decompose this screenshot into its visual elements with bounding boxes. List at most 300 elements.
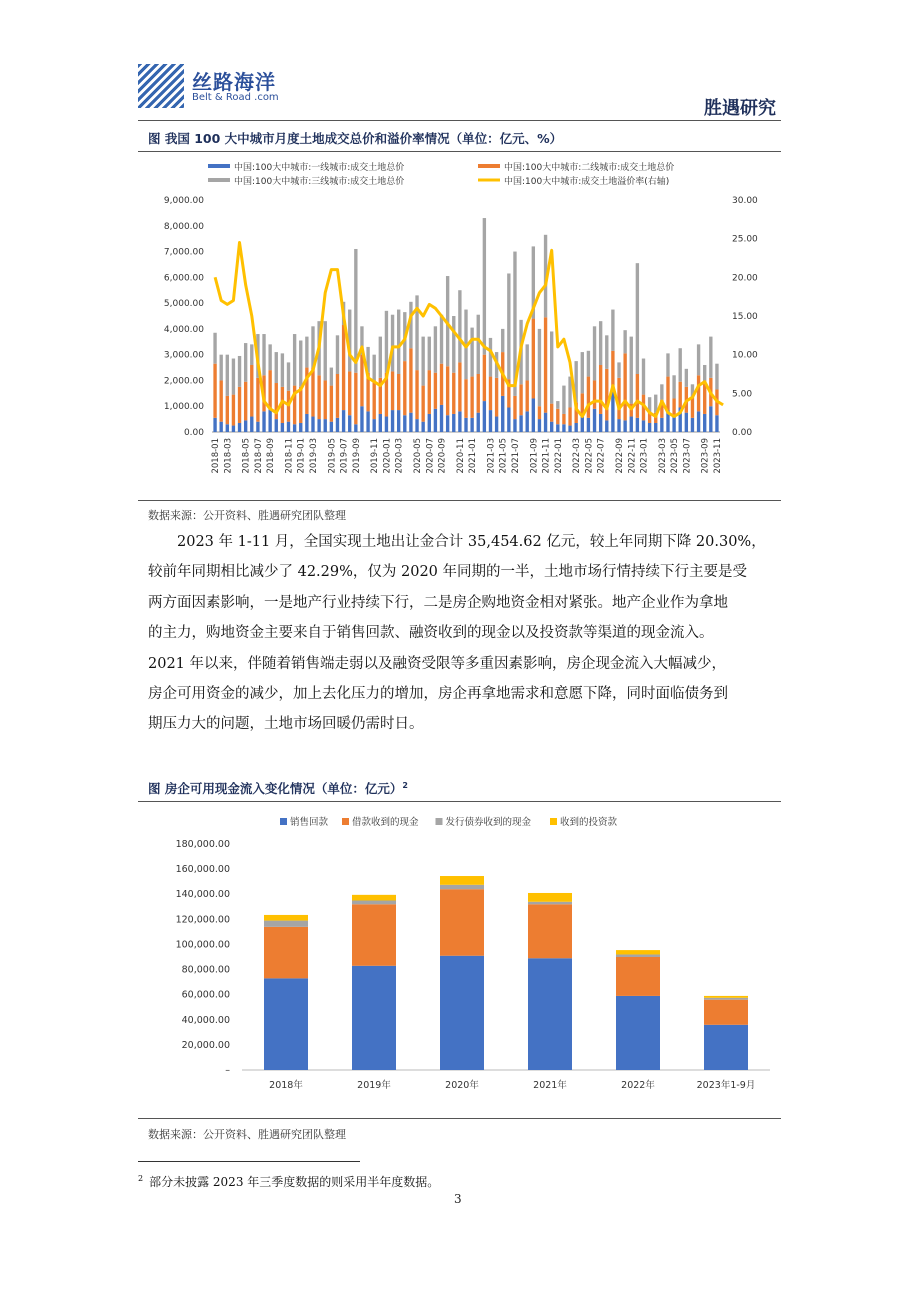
- x-tick-label: 2018-11: [284, 438, 295, 474]
- bar-segment: [617, 419, 620, 432]
- footnote: [138, 1173, 439, 1190]
- bar-segment: [532, 319, 535, 399]
- bar-segment: [489, 377, 492, 411]
- bar-segment: [672, 375, 675, 398]
- bar-segment: [464, 379, 467, 418]
- x-tick-label: 2018年: [269, 1080, 303, 1091]
- y2-tick-label: 10.00: [732, 350, 758, 361]
- bar-segment: [452, 373, 455, 414]
- bar-segment: [440, 315, 443, 364]
- x-tick-label: 2020年: [445, 1080, 479, 1091]
- land-price-chart: [140, 156, 780, 498]
- bar-segment: [672, 398, 675, 416]
- bar-segment: [250, 417, 253, 432]
- bar-segment: [330, 368, 333, 386]
- bar-segment: [421, 337, 424, 386]
- bar-segment: [264, 921, 308, 927]
- bar-segment: [697, 344, 700, 375]
- bar-segment: [623, 330, 626, 353]
- bar-segment: [587, 377, 590, 418]
- bar-segment: [581, 352, 584, 393]
- footnote-text: 部分未披露 2023 年三季度数据的则采用半年度数据。: [149, 1175, 440, 1189]
- bar-segment: [293, 424, 296, 432]
- bar-segment: [287, 362, 290, 390]
- bar-segment: [262, 411, 265, 432]
- bar-segment: [532, 398, 535, 432]
- bar-segment: [526, 344, 529, 380]
- bar-segment: [501, 396, 504, 432]
- body-paragraph: [148, 527, 784, 740]
- bar-segment: [562, 424, 565, 432]
- chart2-top-rule: [138, 801, 781, 802]
- chart1-bottom-rule: [138, 500, 781, 501]
- bar-segment: [348, 415, 351, 432]
- bar-segment: [317, 375, 320, 419]
- bar-segment: [556, 424, 559, 432]
- bar-segment: [538, 419, 541, 432]
- brand-title: 胜遇研究: [704, 98, 776, 119]
- bar-segment: [434, 326, 437, 372]
- x-tick-label: 2022-11: [627, 438, 638, 474]
- y-tick-label: 80,000.00: [181, 964, 230, 976]
- bar-segment: [391, 315, 394, 372]
- x-tick-label: 2019-01: [296, 438, 307, 474]
- x-tick-label: 2023-09: [700, 438, 711, 474]
- bar-segment: [373, 355, 376, 381]
- y-tick-label: 40,000.00: [181, 1014, 230, 1026]
- bar-segment: [299, 340, 302, 386]
- cash-inflow-chart: [140, 806, 780, 1116]
- chart2-caption: [148, 779, 408, 797]
- legend-swatch: [208, 164, 230, 168]
- bar-segment: [324, 321, 327, 380]
- paragraph-line: 两方面因素影响，一是地产行业持续下行，二是房企购地资金相对紧张。地产企业作为拿地: [148, 594, 728, 611]
- bar-segment: [458, 411, 461, 432]
- bar-segment: [593, 326, 596, 380]
- bar-segment: [568, 408, 571, 426]
- logo-mark-icon: [138, 64, 184, 108]
- y-tick-label: 8,000.00: [163, 221, 204, 232]
- bar-segment: [470, 418, 473, 432]
- bar-segment: [691, 397, 694, 418]
- bar-segment: [697, 375, 700, 411]
- x-tick-label: 2023-07: [682, 438, 693, 474]
- bar-segment: [526, 411, 529, 432]
- bar-segment: [599, 365, 602, 414]
- x-tick-label: 2023-03: [657, 438, 668, 474]
- premium-rate-line: [215, 243, 723, 417]
- x-tick-label: 2021-09: [529, 438, 540, 474]
- bar-segment: [616, 950, 660, 954]
- bar-segment: [250, 344, 253, 365]
- chart2-caption-text: 图 房企可用现金流入变化情况（单位：亿元）: [148, 781, 403, 796]
- bar-segment: [354, 249, 357, 373]
- bar-segment: [581, 417, 584, 432]
- y-tick-label: 1,000.00: [163, 402, 204, 413]
- bar-segment: [495, 378, 498, 417]
- bar-segment: [440, 876, 484, 885]
- y-tick-label: 160,000.00: [175, 864, 230, 876]
- bar-segment: [440, 364, 443, 405]
- bar-segment: [232, 359, 235, 395]
- bar-segment: [616, 996, 660, 1070]
- bar-segment: [415, 370, 418, 419]
- bar-segment: [611, 310, 614, 351]
- bar-segment: [489, 410, 492, 432]
- paragraph-line: 的主力，购地资金主要来自于销售回款、融资收到的现金以及投资款等渠道的现金流入。: [148, 625, 714, 642]
- bar-segment: [428, 414, 431, 432]
- chart2-caption-footnote-ref: 2: [402, 780, 408, 790]
- bar-segment: [352, 895, 396, 901]
- bar-segment: [264, 927, 308, 978]
- bar-segment: [299, 423, 302, 432]
- y-tick-label: 20,000.00: [181, 1039, 230, 1051]
- bar-segment: [507, 273, 510, 379]
- y-tick-label: –: [225, 1065, 230, 1076]
- bar-segment: [352, 966, 396, 1070]
- footnote-rule: [138, 1161, 360, 1162]
- bar-segment: [220, 380, 223, 421]
- bar-segment: [507, 408, 510, 432]
- bar-segment: [599, 414, 602, 432]
- bar-segment: [373, 380, 376, 419]
- bar-segment: [483, 218, 486, 355]
- x-tick-label: 2021-11: [541, 438, 552, 474]
- bar-segment: [226, 355, 229, 396]
- bar-segment: [330, 422, 333, 432]
- bar-segment: [666, 353, 669, 376]
- y-tick-label: 120,000.00: [175, 914, 230, 926]
- legend-swatch: [280, 818, 287, 825]
- bar-segment: [587, 351, 590, 377]
- y-tick-label: 4,000.00: [163, 324, 204, 335]
- bar-segment: [709, 337, 712, 378]
- legend-label: 中国:100大中城市:三线城市:成交土地总价: [234, 177, 405, 187]
- bar-segment: [697, 411, 700, 432]
- bar-segment: [268, 409, 271, 432]
- legend-label: 中国:100大中城市:二线城市:成交土地总价: [504, 163, 675, 173]
- bar-segment: [220, 422, 223, 432]
- bar-segment: [409, 348, 412, 412]
- header-rule: [138, 120, 781, 121]
- bar-segment: [232, 426, 235, 432]
- x-tick-label: 2018-05: [241, 438, 252, 474]
- bar-segment: [636, 263, 639, 374]
- chart1-caption: 图 我国 100 大中城市月度土地成交总价和溢价率情况（单位：亿元、%）: [148, 131, 563, 146]
- bar-segment: [616, 954, 660, 957]
- bar-segment: [446, 366, 449, 415]
- bar-segment: [379, 337, 382, 378]
- y-tick-label: 60,000.00: [181, 989, 230, 1001]
- bar-segment: [226, 424, 229, 432]
- legend-label: 中国:100大中城市:成交土地溢价率(右轴): [504, 177, 670, 187]
- bar-segment: [403, 361, 406, 415]
- y-tick-label: 9,000.00: [163, 196, 204, 206]
- bar-segment: [238, 423, 241, 432]
- y-tick-label: 3,000.00: [163, 350, 204, 361]
- bar-segment: [660, 384, 663, 399]
- bar-segment: [336, 374, 339, 418]
- bar-segment: [324, 380, 327, 419]
- bar-segment: [562, 386, 565, 414]
- bar-segment: [391, 371, 394, 410]
- x-tick-label: 2019-07: [339, 438, 350, 474]
- brand-logo: [138, 64, 298, 108]
- bar-segment: [636, 374, 639, 418]
- x-tick-label: 2020-09: [437, 438, 448, 474]
- bar-segment: [352, 901, 396, 905]
- bar-segment: [452, 316, 455, 373]
- bar-segment: [477, 374, 480, 413]
- x-tick-label: 2022-03: [572, 438, 583, 474]
- bar-segment: [275, 419, 278, 432]
- bar-segment: [238, 387, 241, 423]
- bar-segment: [550, 422, 553, 432]
- bar-segment: [397, 374, 400, 410]
- bar-segment: [421, 386, 424, 422]
- bar-segment: [311, 368, 314, 417]
- bar-segment: [305, 414, 308, 432]
- bar-segment: [244, 420, 247, 432]
- bar-segment: [415, 419, 418, 432]
- bar-segment: [458, 362, 461, 411]
- legend-swatch: [208, 178, 230, 182]
- y-tick-label: 140,000.00: [175, 889, 230, 901]
- y-tick-label: 100,000.00: [175, 939, 230, 951]
- bar-segment: [568, 426, 571, 432]
- paragraph-line: 房企可用资金的减少，加上去化压力的增加，房企再拿地需求和意愿下降，同时面临债务到: [148, 686, 728, 703]
- bar-segment: [679, 348, 682, 382]
- x-tick-label: 2022-01: [553, 438, 564, 474]
- bar-segment: [409, 413, 412, 432]
- legend-label: 收到的投资款: [560, 817, 618, 828]
- y2-tick-label: 0.00: [732, 428, 753, 438]
- x-tick-label: 2019-03: [308, 438, 319, 474]
- bar-segment: [275, 352, 278, 383]
- bar-segment: [305, 337, 308, 368]
- bar-segment: [477, 413, 480, 432]
- x-tick-label: 2020-01: [382, 438, 393, 474]
- footnote-number: 2: [138, 1174, 144, 1183]
- x-tick-label: 2019-05: [327, 438, 338, 474]
- bar-segment: [483, 401, 486, 432]
- bar-segment: [354, 424, 357, 432]
- bar-segment: [605, 420, 608, 432]
- bar-segment: [330, 386, 333, 422]
- bar-segment: [440, 956, 484, 1070]
- bar-segment: [715, 364, 718, 390]
- bar-segment: [538, 406, 541, 419]
- bar-segment: [391, 410, 394, 432]
- bar-segment: [528, 902, 572, 905]
- chart2-bottom-rule: [138, 1118, 781, 1119]
- bar-segment: [654, 423, 657, 432]
- legend-label: 借款收到的现金: [352, 817, 419, 828]
- paragraph-line: 较前年同期相比减少了 42.29%，仅为 2020 年同期的一半，土地市场行情持续下行主要是受: [148, 564, 748, 581]
- bar-segment: [268, 370, 271, 409]
- bar-segment: [538, 329, 541, 406]
- bar-segment: [679, 382, 682, 408]
- bar-segment: [519, 384, 522, 415]
- bar-segment: [593, 380, 596, 408]
- bar-segment: [605, 369, 608, 421]
- legend-swatch: [478, 164, 500, 168]
- bar-segment: [213, 364, 216, 418]
- bar-segment: [348, 371, 351, 415]
- bar-segment: [672, 417, 675, 432]
- x-tick-label: 2020-07: [425, 438, 436, 474]
- legend-label: 发行债券收到的现金: [445, 817, 532, 828]
- bar-segment: [703, 383, 706, 414]
- bar-segment: [354, 373, 357, 425]
- bar-segment: [421, 422, 424, 432]
- bar-segment: [244, 382, 247, 421]
- bar-segment: [379, 414, 382, 432]
- x-tick-label: 2022年: [621, 1080, 655, 1091]
- bar-segment: [489, 338, 492, 377]
- bar-segment: [483, 355, 486, 401]
- bar-segment: [336, 418, 339, 432]
- x-tick-label: 2023年1-9月: [696, 1080, 756, 1091]
- bar-segment: [342, 325, 345, 410]
- x-tick-label: 2021-03: [486, 438, 497, 474]
- bar-segment: [544, 413, 547, 432]
- paragraph-line: 2023 年 1-11 月，全国实现土地出让金合计 35,454.62 亿元，较上年同期下降 20.30%，: [177, 534, 766, 550]
- bar-segment: [574, 423, 577, 432]
- legend-swatch: [550, 818, 557, 825]
- x-tick-label: 2018-07: [253, 438, 264, 474]
- bar-segment: [685, 413, 688, 432]
- bar-segment: [415, 295, 418, 370]
- bar-segment: [685, 369, 688, 387]
- bar-segment: [336, 335, 339, 374]
- paragraph-line: 期压力大的问题，土地市场回暖仍需时日。: [148, 716, 424, 733]
- y-tick-label: 0.00: [183, 428, 204, 438]
- x-tick-label: 2020-03: [394, 438, 405, 474]
- bar-segment: [397, 410, 400, 432]
- bar-segment: [470, 328, 473, 377]
- y-tick-label: 7,000.00: [163, 247, 204, 258]
- chart1-top-rule: [138, 151, 781, 152]
- legend-swatch: [436, 818, 443, 825]
- legend-swatch: [342, 818, 349, 825]
- bar-segment: [562, 414, 565, 424]
- bar-segment: [244, 343, 247, 382]
- x-tick-label: 2020-11: [455, 438, 466, 474]
- bar-segment: [293, 334, 296, 386]
- bar-segment: [611, 351, 614, 390]
- paragraph-line: 2021 年以来，伴随着销售端走弱以及融资受限等多重因素影响，房企现金流入大幅减少，: [148, 655, 727, 672]
- bar-segment: [470, 377, 473, 418]
- bar-segment: [352, 904, 396, 966]
- x-tick-label: 2022-09: [615, 438, 626, 474]
- bar-segment: [238, 356, 241, 387]
- bar-segment: [648, 423, 651, 432]
- bar-segment: [264, 978, 308, 1070]
- x-tick-label: 2018-09: [266, 438, 277, 474]
- y2-tick-label: 30.00: [732, 196, 758, 206]
- bar-segment: [599, 321, 602, 365]
- x-tick-label: 2023-01: [639, 438, 650, 474]
- bar-segment: [256, 378, 259, 422]
- bar-segment: [397, 310, 400, 374]
- bar-segment: [630, 337, 633, 404]
- bar-segment: [446, 415, 449, 432]
- bar-segment: [360, 406, 363, 432]
- bar-segment: [434, 373, 437, 409]
- bar-segment: [311, 417, 314, 432]
- y2-tick-label: 25.00: [732, 234, 758, 245]
- bar-segment: [642, 420, 645, 432]
- x-tick-label: 2022-07: [596, 438, 607, 474]
- bar-segment: [556, 401, 559, 409]
- bar-segment: [704, 1000, 748, 1025]
- bar-segment: [366, 411, 369, 432]
- y-tick-label: 6,000.00: [163, 273, 204, 284]
- bar-segment: [428, 370, 431, 414]
- chart1-source: 数据来源：公开资料、胜遇研究团队整理: [148, 509, 346, 522]
- bar-segment: [556, 409, 559, 424]
- page-number: 3: [454, 1192, 462, 1206]
- bar-segment: [513, 419, 516, 432]
- bar-segment: [385, 417, 388, 432]
- bar-segment: [317, 419, 320, 432]
- bar-segment: [616, 957, 660, 996]
- bar-segment: [342, 410, 345, 432]
- y-tick-label: 5,000.00: [163, 299, 204, 310]
- chart2-source: 数据来源：公开资料、胜遇研究团队整理: [148, 1128, 346, 1141]
- x-tick-label: 2023-05: [670, 438, 681, 474]
- bar-segment: [287, 422, 290, 432]
- bar-segment: [691, 418, 694, 432]
- bar-segment: [528, 893, 572, 902]
- logo-text-en: Belt & Road .com: [192, 92, 279, 103]
- bar-segment: [262, 334, 265, 375]
- bar-segment: [623, 353, 626, 420]
- bar-segment: [623, 420, 626, 432]
- bar-segment: [704, 1025, 748, 1070]
- bar-segment: [213, 333, 216, 364]
- bar-segment: [373, 419, 376, 432]
- bar-segment: [458, 290, 461, 362]
- bar-segment: [220, 355, 223, 381]
- bar-segment: [434, 409, 437, 432]
- x-tick-label: 2019-11: [370, 438, 381, 474]
- bar-segment: [501, 329, 504, 352]
- bar-segment: [593, 409, 596, 432]
- y2-tick-label: 15.00: [732, 312, 758, 322]
- bar-segment: [250, 365, 253, 417]
- bar-segment: [268, 344, 271, 370]
- bar-segment: [704, 996, 748, 998]
- legend-label: 销售回款: [290, 817, 329, 828]
- x-tick-label: 2019-09: [351, 438, 362, 474]
- bar-segment: [428, 337, 431, 371]
- bar-segment: [477, 315, 480, 374]
- x-tick-label: 2021-05: [498, 438, 509, 474]
- bar-segment: [226, 396, 229, 424]
- bar-segment: [519, 415, 522, 432]
- bar-segment: [464, 418, 467, 432]
- bar-segment: [660, 418, 663, 432]
- bar-segment: [544, 317, 547, 412]
- x-tick-label: 2023-11: [712, 438, 723, 474]
- bar-segment: [703, 414, 706, 432]
- bar-segment: [232, 395, 235, 426]
- bar-segment: [495, 417, 498, 432]
- y-tick-label: 180,000.00: [175, 839, 230, 850]
- x-tick-label: 2022-05: [584, 438, 595, 474]
